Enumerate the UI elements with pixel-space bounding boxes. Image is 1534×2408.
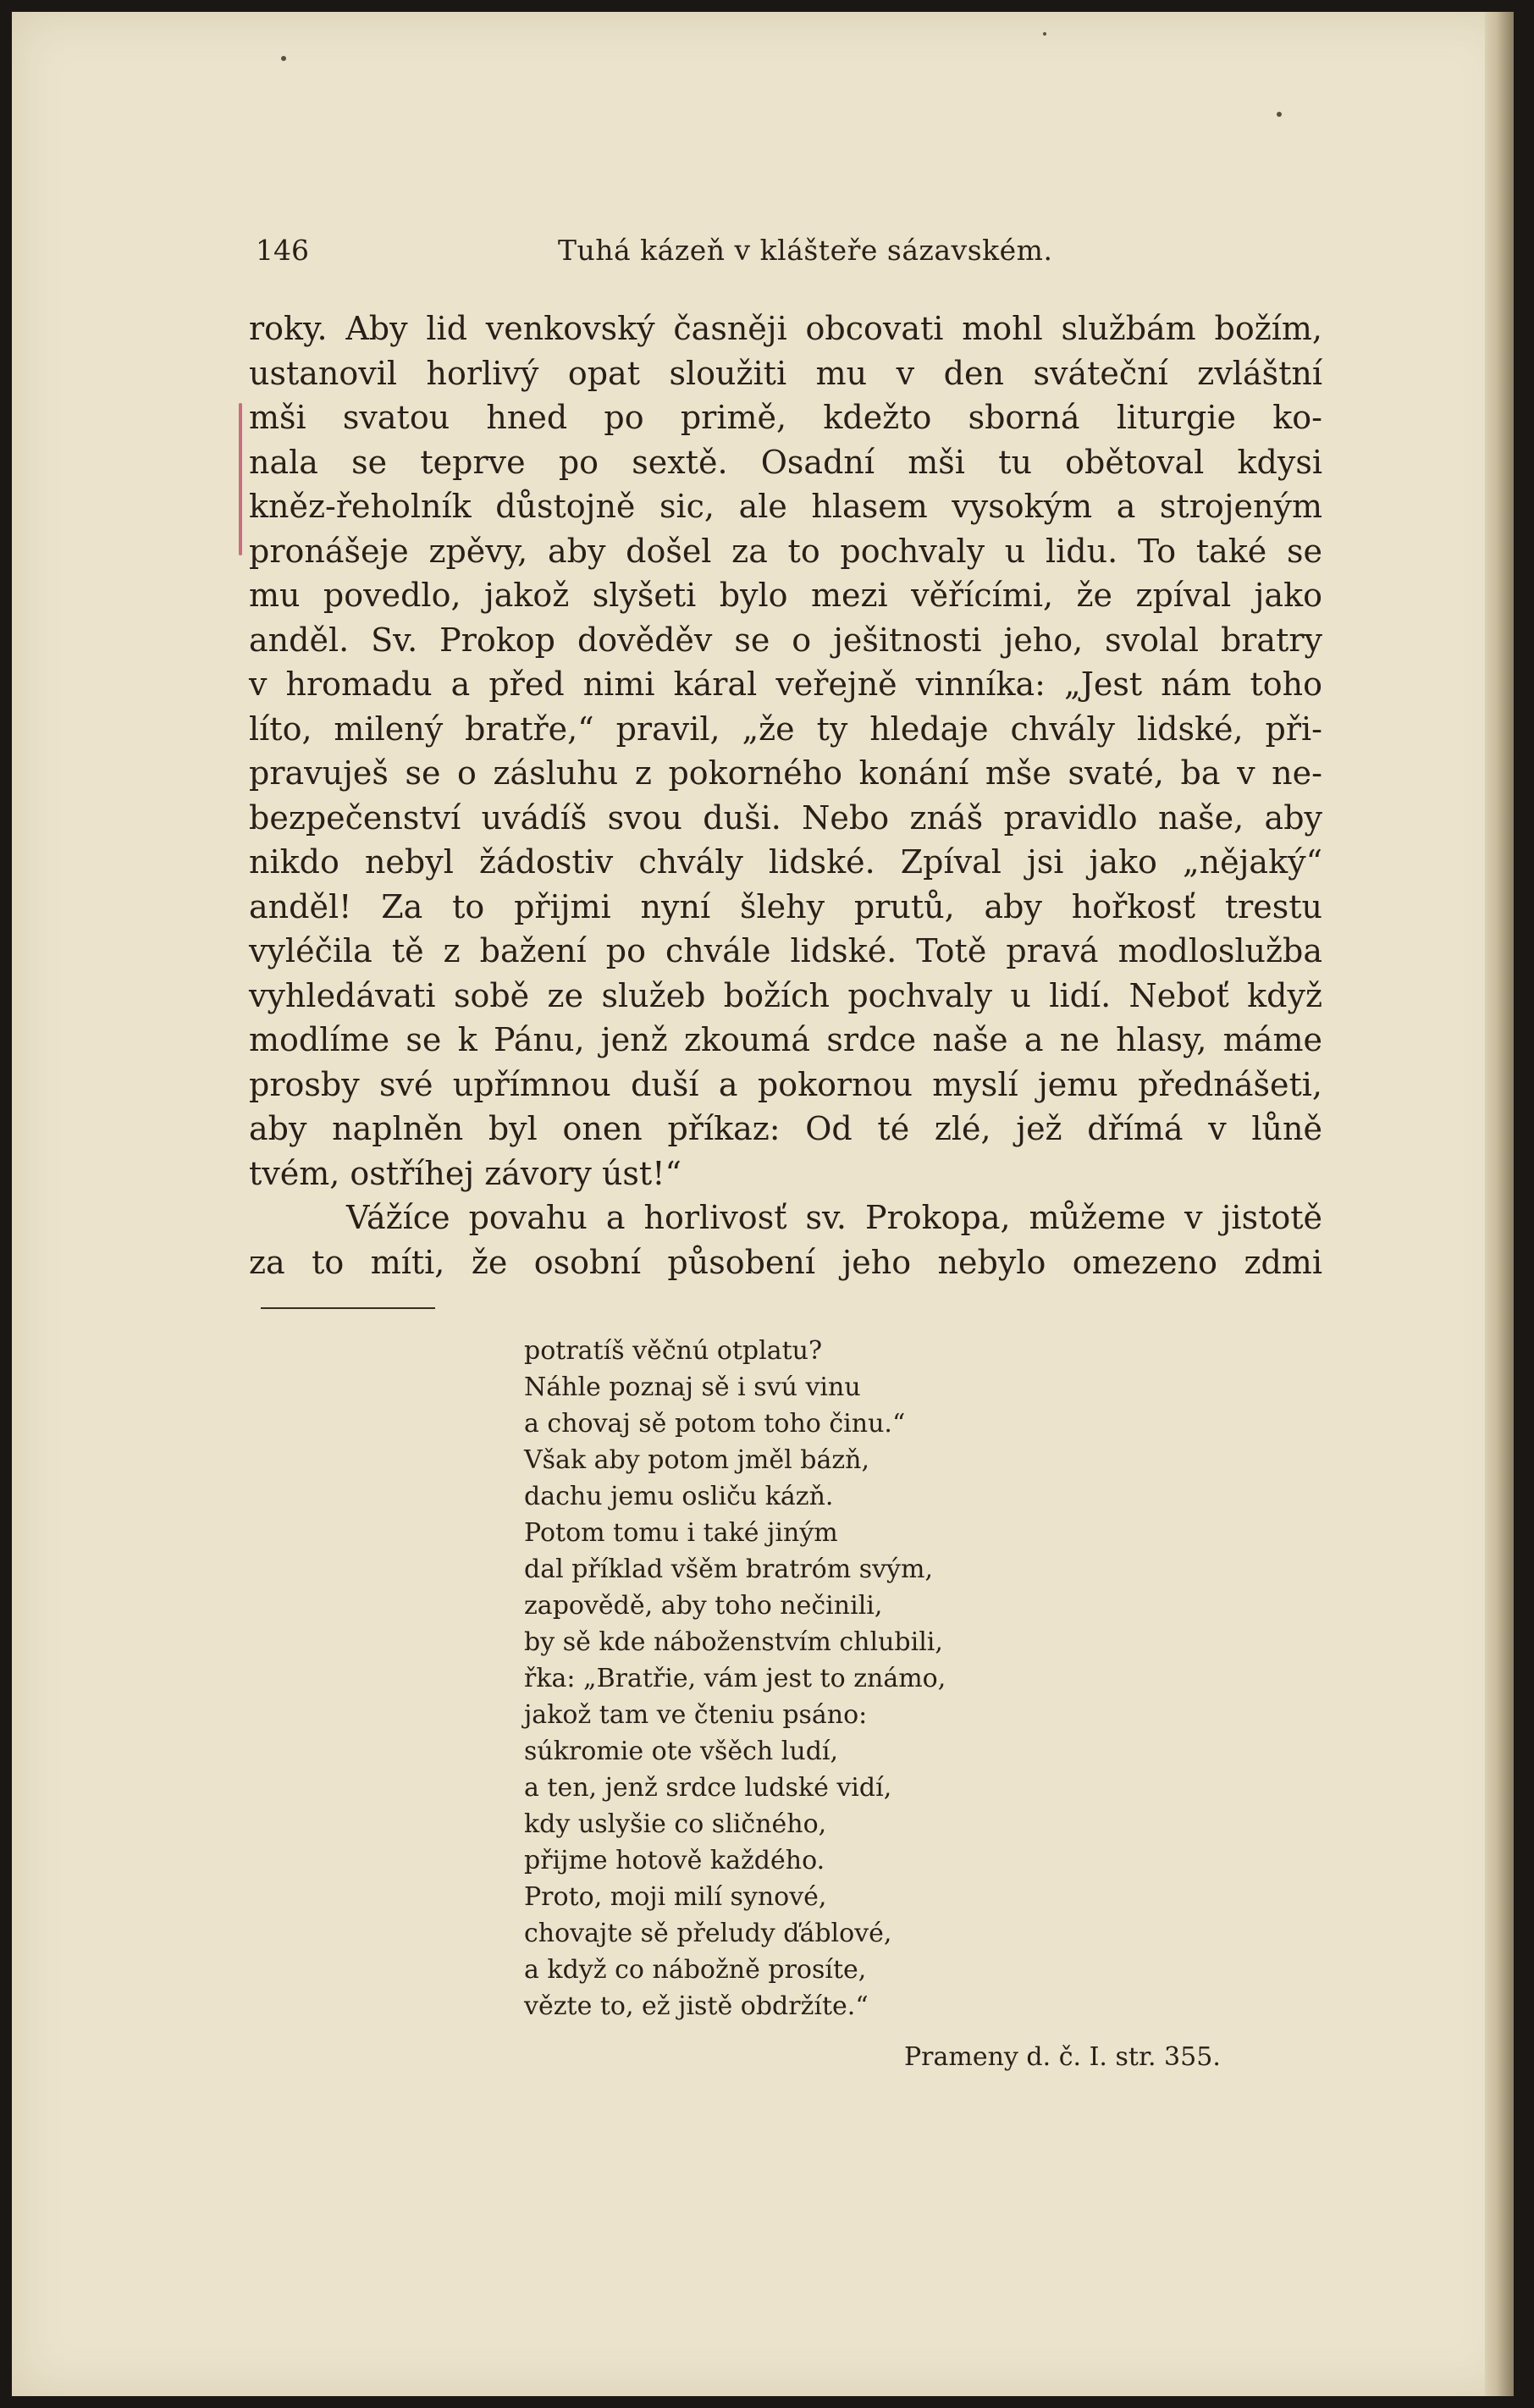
paper-speck	[1277, 112, 1282, 117]
text-line: kněz-řeholník důstojně sic, ale hlasem vysokým a strojeným	[249, 488, 1322, 525]
text-line: tvém, ostříhej závory úst!“	[249, 1154, 681, 1192]
text-line: prosby své upřímnou duší a pokornou myslí jemu přednášeti,	[249, 1065, 1322, 1103]
text-line: bezpečenství uvádíš svou duši. Nebo znáš pravidlo naše, aby	[249, 798, 1322, 837]
main-text	[249, 307, 1322, 1284]
verse-line: přijme hotově každého.	[524, 1846, 825, 1875]
text-line: ustanovil horlivý opat sloužiti mu v den sváteční zvláštní	[249, 354, 1322, 392]
verse-line: Proto, moji milí synové,	[524, 1882, 827, 1912]
verse-line: súkromie ote všěch ludí,	[524, 1737, 839, 1766]
text-line: Vážíce povahu a horlivosť sv. Prokopa, můžeme v jistotě	[346, 1199, 1322, 1236]
text-line: mši svatou hned po primě, kdežto sborná liturgie ko-	[249, 399, 1322, 436]
footnote-rule	[261, 1307, 435, 1309]
verse-line: řka: „Bratřie, vám jest to známo,	[524, 1664, 946, 1693]
text-line: anděl! Za to přijmi nyní šlehy prutů, aby hořkosť trestu	[249, 887, 1322, 925]
text-line: modlíme se k Pánu, jenž zkoumá srdce naše a ne hlasy, máme	[249, 1021, 1322, 1058]
text-line: líto, milený bratře,“ pravil, „že ty hledaje chvály lidské, při-	[249, 710, 1322, 748]
text-line: vyléčila tě z bažení po chvále lidské. Totě pravá modloslužba	[249, 932, 1322, 969]
verse-line: by sě kde náboženstvím chlubili,	[524, 1627, 943, 1657]
running-header	[249, 234, 1324, 276]
verse-line: zapovědě, aby toho nečinili,	[524, 1591, 883, 1621]
margin-pencil-mark	[239, 403, 242, 555]
verse-line: Však aby potom jměl bázň,	[524, 1445, 869, 1475]
page-edge	[1485, 12, 1514, 2396]
text-line: anděl. Sv. Prokop dověděv se o ješitnosti jeho, svolal bratry	[249, 621, 1322, 659]
text-line: nikdo nebyl žádostiv chvály lidské. Zpíval jsi jako „nějaký“	[249, 843, 1322, 881]
verse-line: Potom tomu i také jiným	[524, 1518, 838, 1548]
paper-speck	[281, 56, 286, 61]
verse-line: a když co nábožně prosíte,	[524, 1955, 867, 1985]
text-line: pravuješ se o zásluhu z pokorného konání mše svaté, ba v ne-	[249, 754, 1322, 792]
verse-line: jakož tam ve čteniu psáno:	[524, 1700, 868, 1730]
text-line: nala se teprve po sextě. Osadní mši tu obětoval kdysi	[249, 443, 1322, 481]
text-line: aby naplněn byl onen příkaz: Od té zlé, jež dřímá v lůně	[249, 1110, 1322, 1147]
footnote-source: Prameny d. č. I. str. 355.	[904, 2042, 1221, 2072]
verse-line: Náhle poznaj sě i svú vinu	[524, 1372, 861, 1402]
book-page	[12, 12, 1514, 2396]
text-line: vyhledávati sobě ze služeb božích pochvaly u lidí. Neboť když	[249, 976, 1322, 1014]
verse-line: vězte to, ež jistě obdržíte.“	[524, 1991, 869, 2021]
text-line: mu povedlo, jakož slyšeti bylo mezi věřícími, že zpíval jako	[249, 577, 1322, 614]
page-number: 146	[256, 234, 309, 267]
footnote-verse	[524, 1333, 1286, 2024]
text-line: pronášeje zpěvy, aby došel za to pochvaly u lidu. To také se	[249, 532, 1322, 570]
verse-line: kdy uslyšie co sličného,	[524, 1809, 827, 1839]
verse-line: dachu jemu osliču kázň.	[524, 1482, 834, 1511]
text-line: v hromadu a před nimi káral veřejně vinníka: „Jest nám toho	[249, 666, 1322, 703]
verse-line: dal příklad všěm bratróm svým,	[524, 1555, 933, 1584]
verse-line: potratíš věčnú otplatu?	[524, 1336, 823, 1366]
verse-line: a chovaj sě potom toho činu.“	[524, 1409, 906, 1439]
text-line: roky. Aby lid venkovský časněji obcovati mohl službám božím,	[249, 310, 1322, 347]
verse-line: a ten, jenž srdce ludské vidí,	[524, 1773, 892, 1803]
verse-line: chovajte sě přeludy ďáblové,	[524, 1919, 892, 1948]
paper-speck	[1043, 32, 1046, 36]
running-title: Tuhá kázeň v klášteře sázavském.	[558, 234, 1053, 267]
text-line: za to míti, že osobní působení jeho nebylo omezeno zdmi	[249, 1243, 1322, 1281]
